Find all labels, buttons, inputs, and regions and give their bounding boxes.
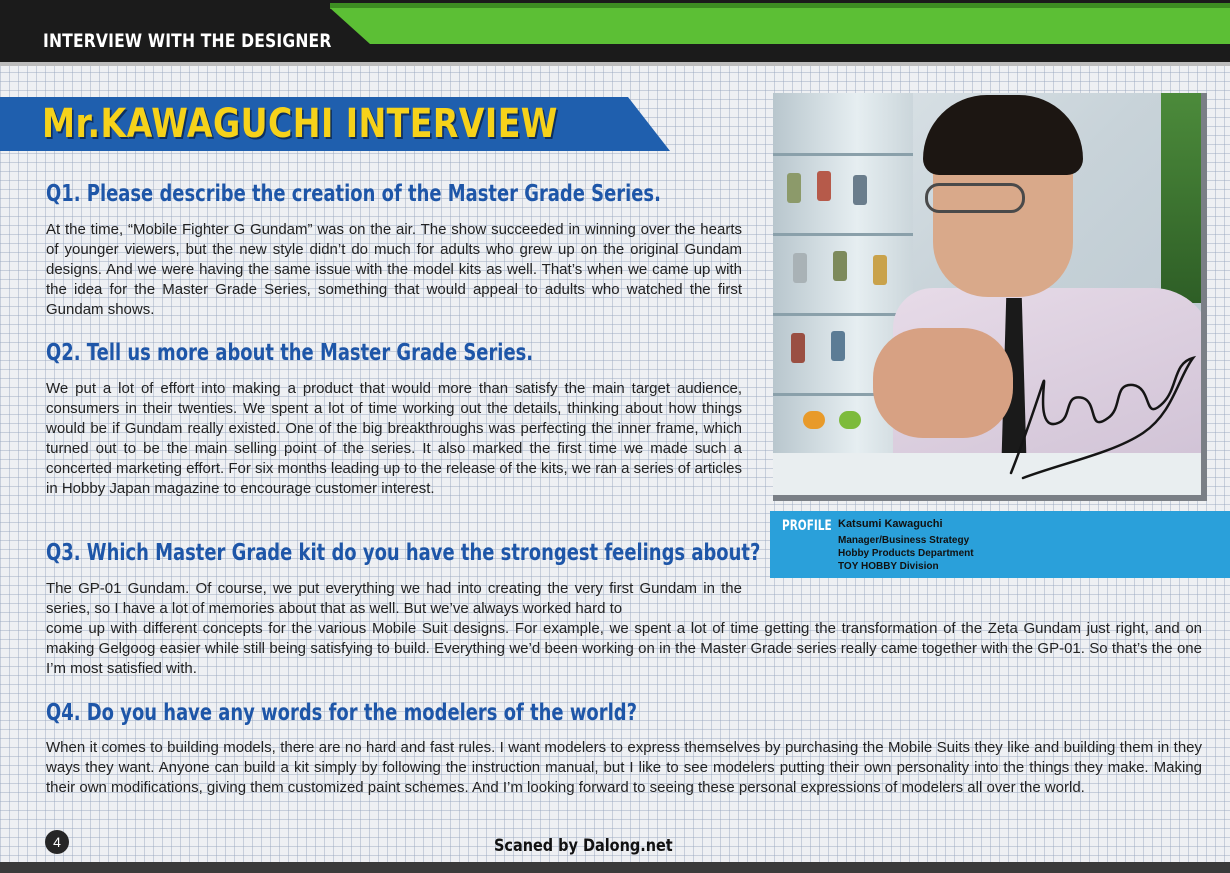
hair [923, 95, 1083, 175]
question-3-answer-part2: come up with different concepts for the various Mobile Suit designs. For example, we spent a lot of time getting the transformation of the Zeta Gundam just right, and on making Gelgoog easier while still being satisfying to build. Everything we’d been working on in the Master Grade series really came together with the GP-01. So that’s the one I’m most satisfied with. [46, 620, 1202, 677]
question-3-answer-part1: The GP-01 Gundam. Of course, we put everything we had into creating the very first Gundam in the series, so I have a lot of memories about that as well. But we’ve always worked hard to [46, 580, 742, 617]
autograph-signature [1003, 323, 1203, 483]
profile-label: PROFILE [782, 518, 832, 534]
page-title: Mr.KAWAGUCHI INTERVIEW [42, 101, 558, 147]
scan-credit: Scaned by Dalong.net [494, 836, 673, 856]
page-number: 4 [45, 830, 69, 854]
designer-photo [773, 93, 1207, 501]
plant [1161, 93, 1201, 303]
header-accent-green [330, 8, 1230, 44]
footer-band [0, 862, 1230, 873]
display-shelf [773, 93, 913, 495]
profile-division-line: TOY HOBBY Division [838, 561, 939, 572]
header-divider [0, 62, 1230, 66]
question-4-answer: When it comes to building models, there are no hard and fast rules. I want modelers to express themselves by purchasing the Mobile Suits they like and building them in they ways they want. Anyone can build a kit simply by following the instruction manual, but I like to see modelers putting their own personality into the things they make. Making their own modifications, giving them customized paint schemes. And I’m looking forward to seeing these personal expressions of modelers all over the world. [46, 739, 1202, 796]
question-3-heading: Q3. Which Master Grade kit do you have the strongest feelings about? [46, 540, 761, 566]
profile-title-line: Manager/Business Strategy [838, 535, 970, 546]
question-2-answer: We put a lot of effort into making a product that would more than satisfy the main target audience, consumers in their twenties. We spent a lot of time working out the details, thinking about how things would be if Gundam really existed. One of the big breakthroughs was perfecting the inner frame, which turned out to be the main selling point of the series. It also marked the first time we made such a concerted marketing effort. For six months leading up to the release of the kits, we ran a series of articles in Hobby Japan magazine to encourage customer interest. [46, 380, 742, 497]
profile-department-line: Hobby Products Department [838, 548, 974, 559]
question-2-heading: Q2. Tell us more about the Master Grade Series. [46, 340, 534, 366]
section-label: INTERVIEW WITH THE DESIGNER [43, 30, 332, 52]
profile-name: Katsumi Kawaguchi [838, 518, 943, 530]
question-4-heading: Q4. Do you have any words for the modelers of the world? [46, 700, 637, 726]
question-1-heading: Q1. Please describe the creation of the Master Grade Series. [46, 181, 661, 207]
question-1-answer: At the time, “Mobile Fighter G Gundam” was on the air. The show succeeded in winning over the hearts of younger viewers, but the new style didn’t do much for adults who grew up on the original Gundam designs. And we were having the same issue with the model kits as well. That’s when we came up with the idea for the Master Grade Series, something that would appeal to adults who watched the first Gundam shows. [46, 221, 742, 318]
clasped-hands [873, 328, 1013, 438]
glasses [925, 183, 1025, 213]
